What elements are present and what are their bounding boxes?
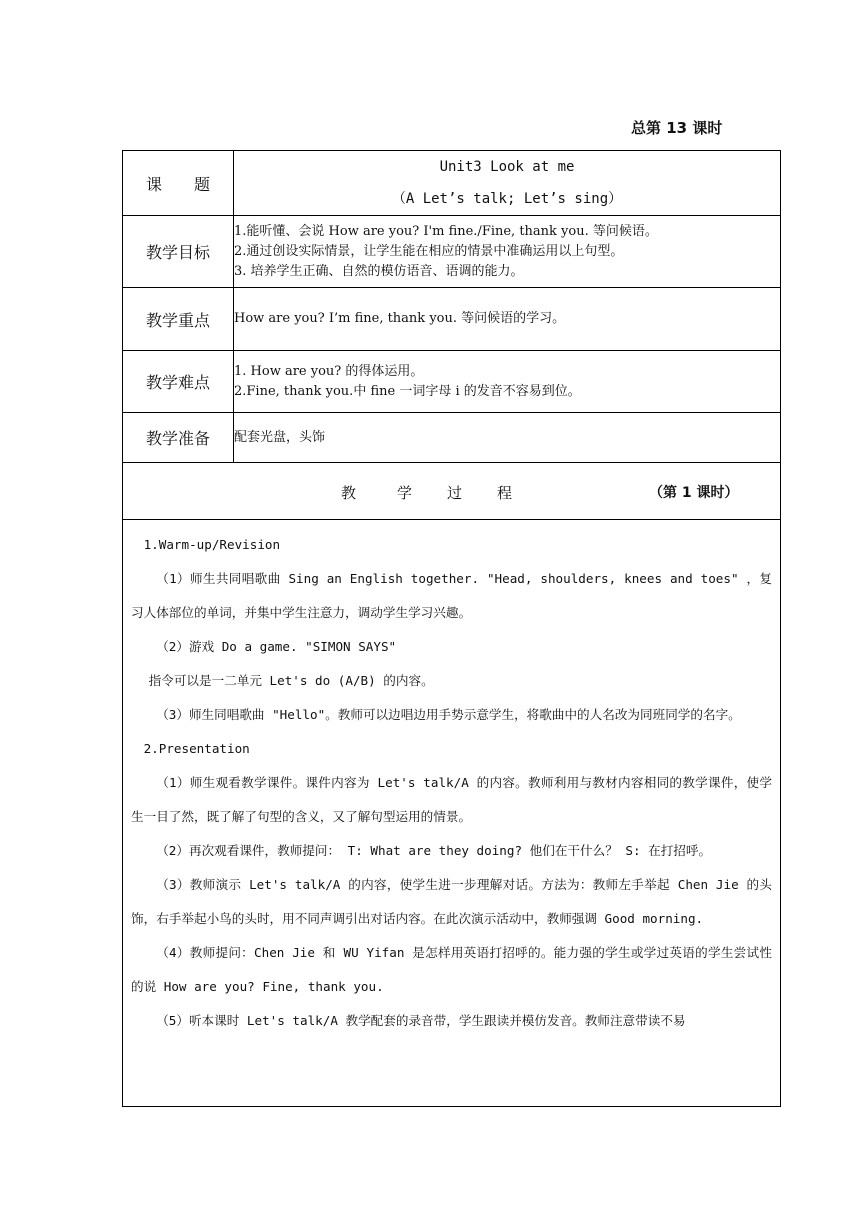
process-paragraph: 指令可以是一二单元 Let's do (A/B) 的内容。 xyxy=(148,673,434,688)
process-paragraph: （5）听本课时 Let's talk/A 教学配套的录音带，学生跟读并模仿发音。教师注意带读不易 xyxy=(156,1013,686,1028)
process-paragraph: （2）再次观看课件，教师提问： T: What are they doing? 他们在干什么？ S: 在打招呼。 xyxy=(156,843,712,858)
difficulty-item: 2.Fine, thank you.中 fine 一词字母 i 的发音不容易到位。 xyxy=(234,383,581,399)
difficulty-item: 1. How are you? 的得体运用。 xyxy=(234,363,424,379)
process-heading-char: 教 xyxy=(341,484,357,502)
process-paragraph: （1）师生观看教学课件。课件内容为 Let's talk/A 的内容。教师利用与教材内容相同的教学课件，使学生一目了然，既了解了句型的含义，又了解句型运用的情景。 xyxy=(131,775,772,824)
objectives-row xyxy=(123,216,781,288)
process-heading-char: 过 xyxy=(447,484,463,502)
preparation-row xyxy=(123,413,781,463)
topic-title-line2: （A Let’s talk; Let’s sing） xyxy=(391,191,623,207)
process-heading-char: 程 xyxy=(497,484,513,502)
key-points-row xyxy=(123,288,781,351)
section-heading: 1.Warm-up/Revision xyxy=(143,537,281,552)
process-paragraph: （3）师生同唱歌曲 "Hello"。教师可以边唱边用手势示意学生，将歌曲中的人名改为同班同学的名字。 xyxy=(156,707,741,722)
key-points-text: How are you? I’m fine, thank you. 等问候语的学习。 xyxy=(234,288,781,351)
objectives-label: 教学目标 xyxy=(123,216,234,288)
key-points-label: 教学重点 xyxy=(123,288,234,351)
process-paragraph: （1）师生共同唱歌曲 Sing an English together. "Head, shoulders, knees and toes" ，复习人体部位的单词，并集中学生注意力，调动学生学习兴趣。 xyxy=(131,571,772,620)
process-header-row xyxy=(123,463,781,520)
topic-label: 课 题 xyxy=(123,151,234,216)
process-body xyxy=(123,520,781,1107)
process-paragraph: （2）游戏 Do a game. "SIMON SAYS" xyxy=(156,639,397,654)
process-paragraph: （4）教师提问：Chen Jie 和 WU Yifan 是怎样用英语打招呼的。能力强的学生或学过英语的学生尝试性的说 How are you? Fine, thank you. xyxy=(131,945,772,994)
topic-title-cell xyxy=(234,151,781,216)
difficulties-content xyxy=(234,351,781,413)
topic-title-line1: Unit3 Look at me xyxy=(439,159,575,175)
total-lesson-number: 总第 13 课时 xyxy=(631,119,723,137)
process-heading xyxy=(123,463,781,520)
section-heading: 2.Presentation xyxy=(143,741,250,756)
topic-row xyxy=(123,151,781,216)
lesson-plan-table xyxy=(122,150,781,1107)
process-paragraph: （3）教师演示 Let's talk/A 的内容，使学生进一步理解对话。方法为：教师左手举起 Chen Jie 的头饰，右手举起小鸟的头时，用不同声调引出对话内容。在此次演示活动中，教师强调 Good morning. xyxy=(131,877,772,926)
process-heading-char: 学 xyxy=(397,484,413,502)
objectives-content xyxy=(234,216,781,288)
process-body-row xyxy=(123,520,781,1107)
preparation-text: 配套光盘，头饰 xyxy=(234,413,781,463)
objective-item: 3. 培养学生正确、自然的模仿语音、语调的能力。 xyxy=(234,263,524,279)
objective-item: 1.能听懂、会说 How are you? I'm fine./Fine, thank you. 等问候语。 xyxy=(234,223,658,239)
period-label: （第 1 课时） xyxy=(649,485,739,501)
preparation-label: 教学准备 xyxy=(123,413,234,463)
difficulties-row xyxy=(123,351,781,413)
difficulties-label: 教学难点 xyxy=(123,351,234,413)
objective-item: 2.通过创设实际情景，让学生能在相应的情景中准确运用以上句型。 xyxy=(234,243,624,259)
